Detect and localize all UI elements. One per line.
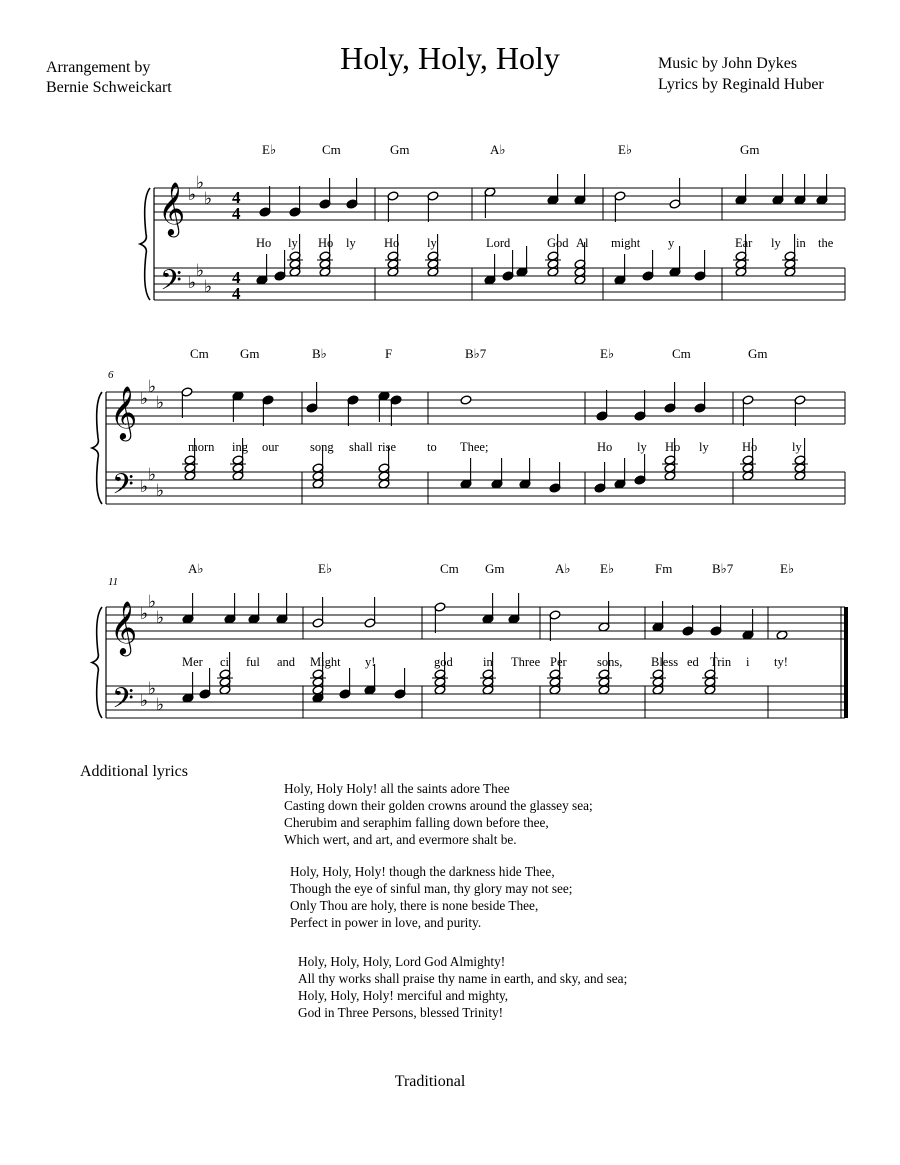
lyric-syllable: i [746, 655, 750, 669]
verse-line: All thy works shall praise thy name in earth, and sky, and sea; [298, 971, 628, 986]
treble-clef-icon: 𝄞 [110, 387, 138, 438]
verse-line: Though the eye of sinful man, thy glory may not see; [290, 881, 573, 896]
flat-icon: ♭ [140, 604, 149, 623]
verse-2 [290, 863, 573, 931]
lyric-syllable: God [547, 236, 569, 250]
bass-clef-icon: 𝄢 [160, 266, 182, 303]
verse-line: Holy, Holy, Holy! though the darkness hide Thee, [290, 864, 555, 879]
lyric-syllable: morn [188, 440, 215, 454]
lyrics-credit: Lyrics by Reginald Huber [658, 76, 824, 93]
music-credit: Music by John Dykes [658, 55, 798, 72]
lyric-syllable: Three [511, 655, 541, 669]
lyric-syllable: Might [310, 655, 341, 669]
chord-symbol: F [385, 346, 393, 361]
lyric-syllable: Ho [256, 236, 272, 250]
lyric-syllable: shall [349, 440, 373, 454]
treble-clef-icon: 𝄞 [110, 602, 138, 653]
chord-symbol: Gm [485, 561, 505, 576]
chord-symbol: Cm [190, 346, 209, 361]
lyric-syllable: to [427, 440, 437, 454]
flat-icon: ♭ [140, 691, 149, 710]
lyric-syllable: ly [288, 236, 298, 250]
chord-symbol: B♭7 [712, 561, 734, 576]
verse-3 [298, 953, 627, 1021]
lyric-syllable: y [668, 236, 675, 250]
lyric-syllable: in [483, 655, 493, 669]
lyric-syllable: ci [220, 655, 230, 669]
final-barline-thick [844, 607, 848, 718]
chord-symbol: E♭ [600, 346, 615, 361]
lyric-syllable: Mer [182, 655, 203, 669]
lyric-syllable: Ho [384, 236, 400, 250]
lyric-syllable: god [434, 655, 453, 669]
brace-icon [92, 607, 102, 718]
treble-clef-icon: 𝄞 [158, 183, 186, 234]
lyric-syllable: ly [699, 440, 709, 454]
measure-number: 6 [108, 369, 114, 381]
lyric-syllable: ly [427, 236, 437, 250]
lyric-syllable: our [262, 440, 279, 454]
chord-symbol: Fm [655, 561, 673, 576]
chord-symbol: Cm [672, 346, 691, 361]
lyric-syllable: Thee; [460, 440, 489, 454]
flat-icon: ♭ [156, 608, 165, 627]
lyric-syllable: Ho [742, 440, 758, 454]
verse-line: Holy, Holy, Holy, Lord God Almighty! [298, 954, 506, 969]
time-signature-bottom: 4 [232, 204, 241, 223]
time-signature-top: 4 [232, 188, 241, 207]
arranger-line-2: Bernie Schweickart [46, 79, 172, 96]
flat-icon: ♭ [204, 189, 213, 208]
verse-line: Only Thou are holy, there is none beside Thee, [290, 898, 539, 913]
lyric-syllable: ty! [774, 655, 788, 669]
chord-symbol: Cm [440, 561, 459, 576]
lyric-syllable: rise [378, 440, 397, 454]
chord-symbol: E♭ [780, 561, 795, 576]
additional-lyrics-heading: Additional lyrics [80, 763, 188, 780]
measure-number: 11 [108, 576, 119, 588]
brace-icon [92, 392, 102, 504]
chord-symbol: E♭ [600, 561, 615, 576]
flat-icon: ♭ [156, 481, 165, 500]
bass-clef-icon: 𝄢 [112, 470, 134, 507]
bass-clef-icon: 𝄢 [112, 684, 134, 721]
verse-line: Cherubim and seraphim falling down before thee, [284, 815, 549, 830]
flat-icon: ♭ [148, 377, 157, 396]
lyric-syllable: Al [576, 236, 589, 250]
flat-icon: ♭ [196, 173, 205, 192]
time-signature-top: 4 [232, 268, 241, 287]
flat-icon: ♭ [188, 273, 197, 292]
lyric-syllable: Ho [665, 440, 681, 454]
chord-symbol: Gm [240, 346, 260, 361]
flat-icon: ♭ [148, 592, 157, 611]
chord-symbol: Cm [322, 142, 341, 157]
verse-line: Casting down their golden crowns around the glassey sea; [284, 798, 593, 813]
lyric-syllable: ly [346, 236, 356, 250]
verse-line: Perfect in power in love, and purity. [290, 915, 482, 930]
lyric-syllable: Bless [651, 655, 679, 669]
verse-line: Holy, Holy Holy! all the saints adore Thee [284, 781, 510, 796]
lyric-syllable: Ear [735, 236, 753, 250]
lyric-syllable: Lord [486, 236, 511, 250]
chord-symbol: A♭ [555, 561, 571, 576]
flat-icon: ♭ [196, 261, 205, 280]
lyric-syllable: ed [687, 655, 699, 669]
verse-line: Which wert, and art, and evermore shalt be. [284, 832, 517, 847]
lyric-syllable: Ho [597, 440, 613, 454]
brace-icon [140, 188, 150, 300]
lyric-syllable: ly [792, 440, 802, 454]
lyric-syllable: might [611, 236, 641, 250]
lyric-syllable: in [796, 236, 806, 250]
flat-icon: ♭ [140, 389, 149, 408]
lyric-syllable: and [277, 655, 296, 669]
lyric-syllable: Per [550, 655, 567, 669]
lyric-syllable: ly [771, 236, 781, 250]
flat-icon: ♭ [188, 185, 197, 204]
chord-symbol: B♭ [312, 346, 327, 361]
chord-symbol: A♭ [490, 142, 506, 157]
chord-symbol: Gm [390, 142, 410, 157]
song-title: Holy, Holy, Holy [340, 40, 560, 76]
lyric-syllable: ly [637, 440, 647, 454]
arranger-line-1: Arrangement by [46, 59, 151, 76]
flat-icon: ♭ [148, 679, 157, 698]
lyric-syllable: Ho [318, 236, 334, 250]
chord-symbol: E♭ [618, 142, 633, 157]
time-signature-bottom: 4 [232, 284, 241, 303]
lyric-syllable: the [818, 236, 834, 250]
lyric-syllable: Trin [710, 655, 732, 669]
lyric-syllable: song [310, 440, 334, 454]
chord-symbol: Gm [740, 142, 760, 157]
chord-symbol: B♭7 [465, 346, 487, 361]
chord-symbol: A♭ [188, 561, 204, 576]
lyric-syllable: y! [365, 655, 376, 669]
flat-icon: ♭ [204, 277, 213, 296]
verse-1 [284, 780, 593, 848]
chord-symbol: Gm [748, 346, 768, 361]
note-head [460, 395, 472, 405]
flat-icon: ♭ [156, 695, 165, 714]
lyric-syllable: sons, [597, 655, 623, 669]
flat-icon: ♭ [156, 393, 165, 412]
chord-symbol: E♭ [262, 142, 277, 157]
lyric-syllable: ing [232, 440, 248, 454]
verse-line: God in Three Persons, blessed Trinity! [298, 1005, 504, 1020]
verse-line: Holy, Holy, Holy! merciful and mighty, [298, 988, 509, 1003]
lyric-syllable: ful [246, 655, 260, 669]
flat-icon: ♭ [148, 465, 157, 484]
flat-icon: ♭ [140, 477, 149, 496]
footer-traditional: Traditional [394, 1073, 466, 1090]
chord-symbol: E♭ [318, 561, 333, 576]
